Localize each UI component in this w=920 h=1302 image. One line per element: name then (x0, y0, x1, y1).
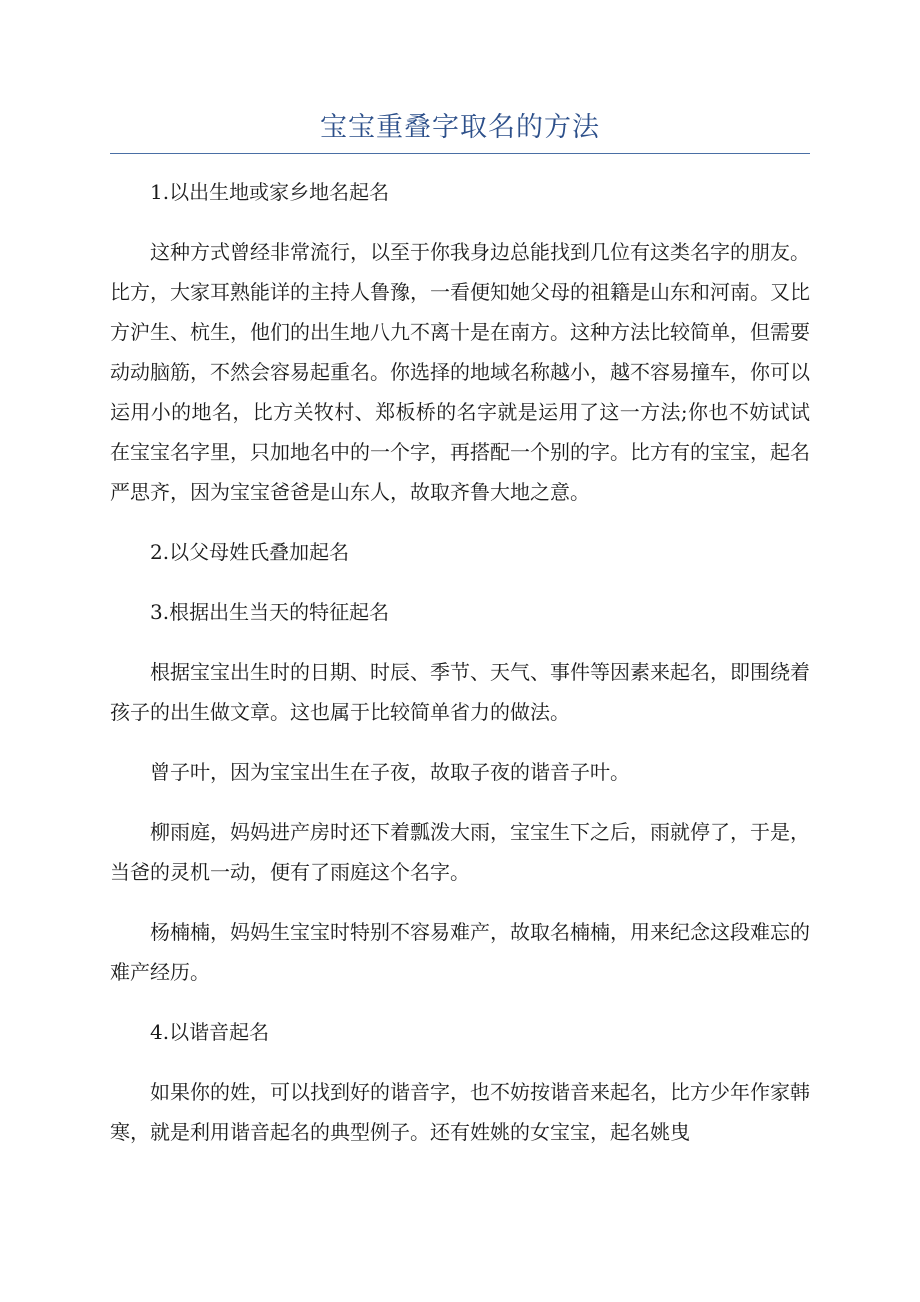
section-heading-1: 1.以出生地或家乡地名起名 (150, 180, 390, 204)
section-heading-4: 4.以谐音起名 (150, 1020, 270, 1044)
paragraph-birthplace: 这种方式曾经非常流行，以至于你我身边总能找到几位有这类名字的朋友。比方，大家耳熟能详的主持人鲁豫，一看便知她父母的祖籍是山东和河南。又比方沪生、杭生，他们的出生地八九不离十是在南方。这种方法比较简单，但需要动动脑筋，不然会容易起重名。你选择的地域名称越小，越不容易撞车，你可以运用小的地名，比方关牧村、郑板桥的名字就是运用了这一方法;你也不妨试试在宝宝名字里，只加地名中的一个字，再搭配一个别的字。比方有的宝宝，起名严思齐，因为宝宝爸爸是山东人，故取齐鲁大地之意。 (110, 240, 810, 504)
page-title: 宝宝重叠字取名的方法 (320, 112, 600, 143)
paragraph-birth-features: 根据宝宝出生时的日期、时辰、季节、天气、事件等因素来起名，即围绕着孩子的出生做文章。这也属于比较简单省力的做法。 (110, 660, 810, 724)
section-heading-2: 2.以父母姓氏叠加起名 (150, 540, 350, 564)
paragraph-homophone: 如果你的姓，可以找到好的谐音字，也不妨按谐音来起名，比方少年作家韩寒，就是利用谐音起名的典型例子。还有姓姚的女宝宝，起名姚曳 (110, 1080, 810, 1144)
paragraph-example-liu: 柳雨庭，妈妈进产房时还下着瓢泼大雨，宝宝生下之后，雨就停了，于是，当爸的灵机一动，便有了雨庭这个名字。 (110, 820, 810, 884)
section-heading-3: 3.根据出生当天的特征起名 (150, 600, 390, 624)
title-divider (110, 153, 810, 154)
paragraph-example-yang: 杨楠楠，妈妈生宝宝时特别不容易难产，故取名楠楠，用来纪念这段难忘的难产经历。 (110, 920, 810, 984)
paragraph-example-zeng: 曾子叶，因为宝宝出生在子夜，故取子夜的谐音子叶。 (150, 760, 630, 784)
document-body (110, 172, 810, 1172)
